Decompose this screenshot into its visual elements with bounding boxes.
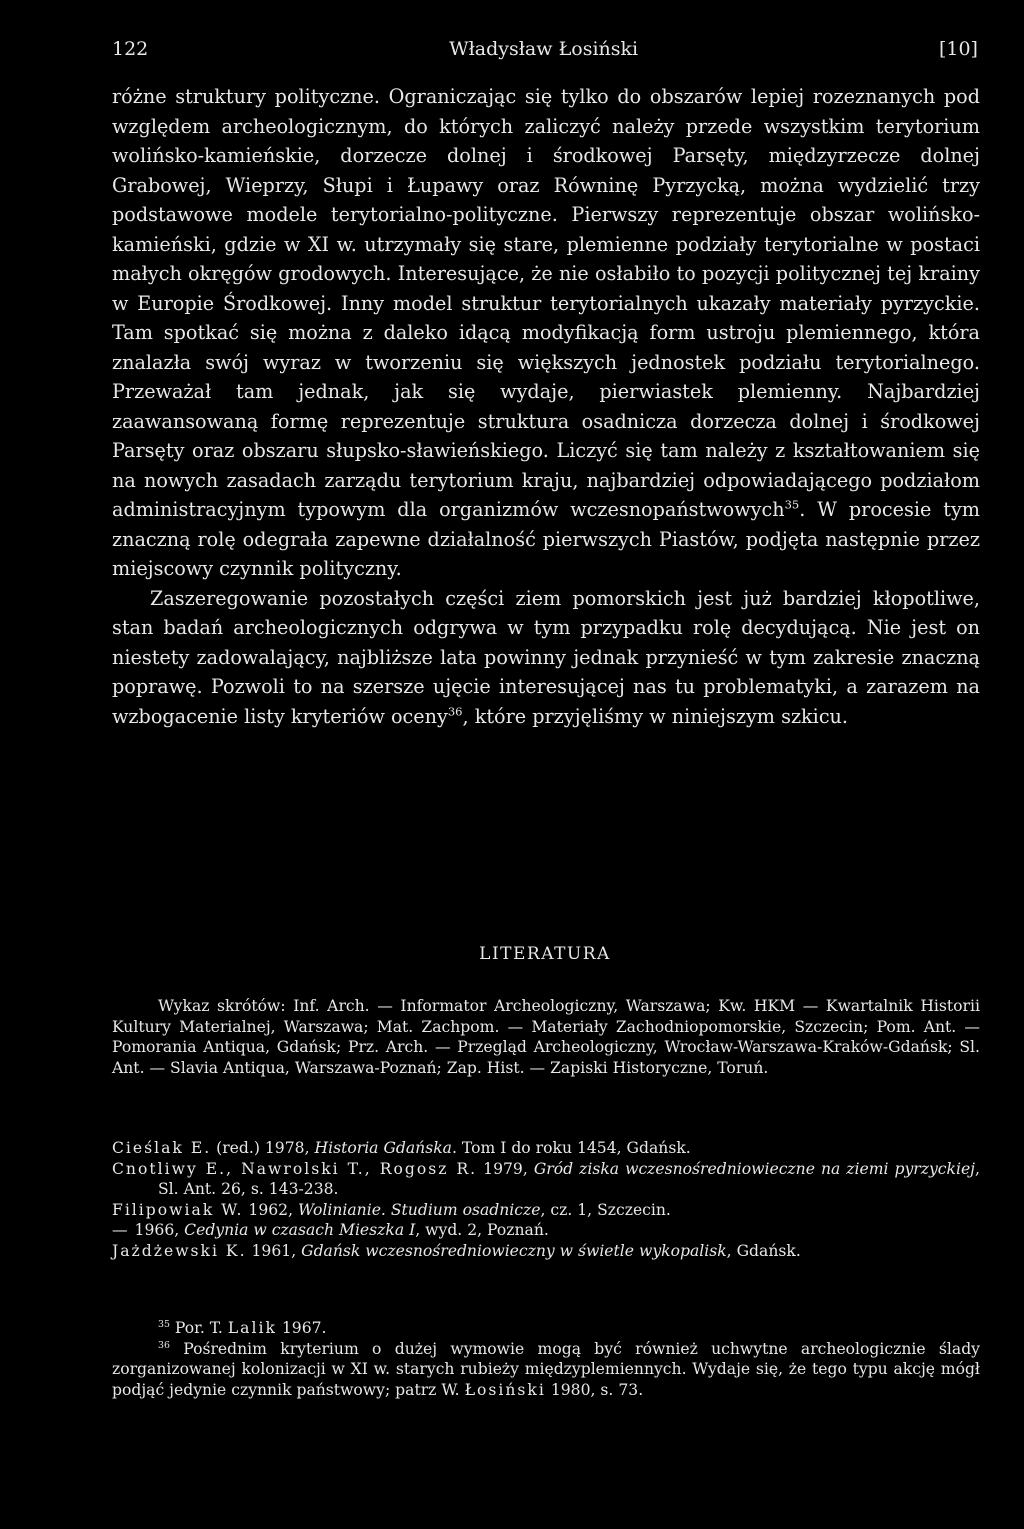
- section-number: [10]: [938, 38, 978, 60]
- bib-entry: [112, 1241, 980, 1262]
- running-author: Władysław Łosiński: [449, 38, 639, 60]
- bib-post: , Gdańsk.: [726, 1241, 801, 1260]
- body-text: [112, 82, 980, 731]
- bib-title: Gród ziska wczesnośredniowieczne na ziemi pyrzyckiej: [533, 1159, 976, 1178]
- bib-pre: 1979,: [477, 1159, 534, 1178]
- footnote-35: [112, 1318, 980, 1339]
- bib-title: Historia Gdańska: [314, 1139, 452, 1157]
- bib-pre: 1966,: [129, 1221, 185, 1239]
- footnote-author: Lalik: [227, 1319, 277, 1337]
- bib-entry: [112, 1220, 980, 1241]
- bib-author: Cieślak E.: [112, 1139, 212, 1157]
- bib-author: —: [112, 1221, 130, 1239]
- footnotes: [112, 1318, 980, 1400]
- page-number: 122: [112, 38, 149, 60]
- bibliography: [112, 1138, 980, 1261]
- footnote-number: 36: [158, 1339, 170, 1351]
- paragraph-1-text: różne struktury polityczne. Ograniczając się tylko do obszarów lepiej rozeznanych pod względem archeologicznym, do których zaliczyć należy przede wszystkim terytorium wolińsko-kamieńskie, dorzecze dolnej i środkowej Parsęty, międzyrzecze dolnej Grabowej, Wieprzy, Słupi i Łupawy oraz Równinę Pyrzycką, można wydzielić trzy podstawowe modele terytorialno-polityczne. Pierwszy reprezentuje obszar wolińsko-kamieński, gdzie w XI w. utrzymały się stare, plemienne podziały terytorialne w postaci małych okręgów grodowych. Interesujące, że nie osłabiło to pozycji politycznej tej krainy w Europie Środkowej. Inny model struktur terytorialnych ukazały materiały pyrzyckie. Tam spotkać się można z daleko idącą modyfikacją form ustroju plemiennego, która znalazła swój wyraz w tworzeniu się większych jednostek podziału terytorialnego. Przeważał tam jednak, jak się wydaje, pierwiastek plemienny. Najbardziej zaawansowaną formę reprezentuje struktura osadnicza dorzecza dolnej i środkowej Parsęty oraz obszaru słupsko-sławieńskiego. Liczyć się tam należy z kształtowaniem się na nowych zasadach zarządu terytorium kraju, najbardziej odpowiadającego podziałom administracyjnym typowym dla organizmów wczesnopaństwowych: [112, 85, 980, 521]
- abbreviations-list: Wykaz skrótów: Inf. Arch. — Informator Archeologiczny, Warszawa; Kw. HKM — Kwartalnik Historii Kultury Materialnej, Warszawa; Mat. Zachpom. — Materiały Zachodniopomorskie, Szczecin; Pom. Ant. — Pomorania Antiqua, Gdańsk; Prz. Arch. — Przegląd Archeologiczny, Wrocław-Warszawa-Kraków-Gdańsk; Sl. Ant. — Slavia Antiqua, Warszawa-Poznań; Zap. Hist. — Zapiski Historyczne, Toruń.: [112, 997, 980, 1077]
- bib-entry: [112, 1159, 980, 1200]
- paragraph-2-text-end: , które przyjęliśmy w niniejszym szkicu.: [462, 704, 849, 728]
- paragraph-2: [112, 584, 980, 732]
- footnote-author: Łosiński: [464, 1380, 546, 1399]
- bib-pre: 1961,: [246, 1241, 302, 1260]
- footnote-number: 35: [158, 1318, 170, 1330]
- bib-post: , wyd. 2, Poznań.: [415, 1221, 549, 1239]
- bib-author: Filipowiak W.: [112, 1200, 244, 1219]
- bib-post: . Tom I do roku 1454, Gdańsk.: [451, 1139, 691, 1157]
- bib-title: Wolinianie. Studium osadnicze: [298, 1200, 541, 1219]
- footnote-text-end: 1980, s. 73.: [545, 1380, 644, 1399]
- paragraph-1-text-end: . W procesie tym znaczną rolę odegrała zapewne działalność pierwszych Piastów, podjęta następnie przez miejscowy czynnik polityczny.: [112, 498, 980, 580]
- bib-entry: [112, 1138, 980, 1159]
- bib-author: Cnotliwy E., Nawrolski T., Rogosz R.: [112, 1159, 478, 1178]
- footnote-text: Pośrednim kryterium o dużej wymowie mogą być również uchwytne archeologicznie ślady zorganizowanej kolonizacji w XI w. starych rubieży międzyplemiennych. Wydaje się, że tego typu akcję mógł podjąć jedynie czynnik państwowy; patrz W.: [112, 1339, 980, 1399]
- bib-title: Cedynia w czasach Mieszka I: [184, 1221, 416, 1239]
- footnote-text: Por. T.: [169, 1319, 228, 1337]
- bib-post: , Sl. Ant. 26, s. 143-238.: [158, 1159, 980, 1198]
- bib-author: Jażdżewski K.: [112, 1241, 247, 1260]
- bib-entry: [112, 1200, 980, 1221]
- bib-pre: (red.) 1978,: [211, 1139, 315, 1157]
- bib-post: , cz. 1, Szczecin.: [540, 1200, 671, 1219]
- literature-heading: LITERATURA: [479, 944, 611, 964]
- footnote-ref-35: 35: [784, 497, 800, 512]
- running-header: [112, 38, 978, 60]
- footnote-ref-36: 36: [447, 704, 463, 719]
- paragraph-2-text: Zaszeregowanie pozostałych części ziem pomorskich jest już bardziej kłopotliwe, stan badań archeologicznych odgrywa w tym przypadku rolę decydującą. Nie jest on niestety zadowalający, najbliższe lata powinny jednak przynieść w tym zakresie znaczną poprawę. Pozwoli to na szersze ujęcie interesującej nas tu problematyki, a zarazem na wzbogacenie listy kryteriów oceny: [112, 586, 980, 728]
- paragraph-1: [112, 82, 980, 584]
- bib-title: Gdańsk wczesnośredniowieczny w świetle wykopalisk: [301, 1241, 727, 1260]
- footnote-text-end: 1967.: [276, 1319, 327, 1337]
- footnote-36: [112, 1339, 980, 1401]
- bib-pre: 1962,: [243, 1200, 299, 1219]
